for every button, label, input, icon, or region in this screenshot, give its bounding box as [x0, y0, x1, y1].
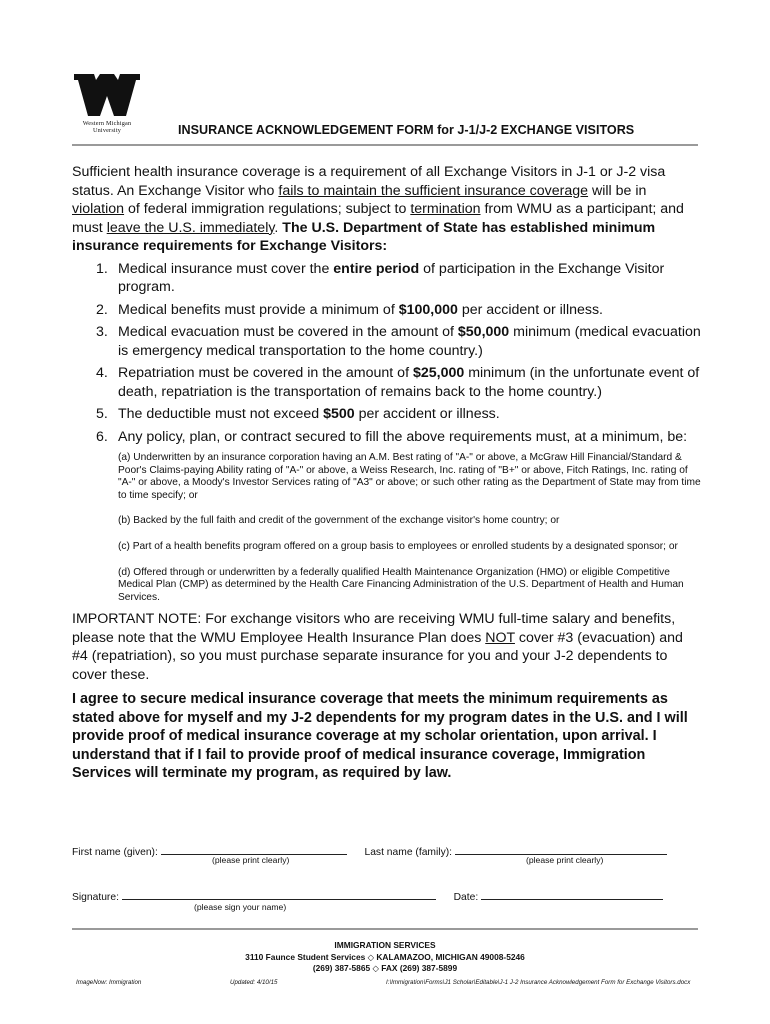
first-name-field[interactable]	[161, 844, 347, 855]
form-body	[72, 163, 702, 783]
footer-phone: (269) 387-5865 ◇ FAX (269) 387-5899	[312, 963, 458, 973]
form-title: INSURANCE ACKNOWLEDGEMENT FORM for J-1/J-2 EXCHANGE VISITORS	[178, 123, 635, 137]
requirement-item	[72, 428, 702, 447]
last-name-label: Last name (family):	[364, 847, 453, 858]
requirement-text: of participation in the Exchange Visitor program.	[118, 260, 665, 295]
requirement-number: 5.	[96, 406, 108, 422]
first-name-hint: (please print clearly)	[212, 855, 290, 865]
intro-text-1: Sufficient health insurance coverage is a requirement of all Exchange Visitors in J-1 or J-2 visa status. An Exchange Visitor who	[72, 164, 666, 199]
intro-underline-2: violation	[72, 201, 125, 217]
intro-text-3: of federal immigration regulations; subject to	[124, 201, 411, 217]
intro-paragraph	[72, 163, 702, 256]
title-divider	[72, 144, 698, 146]
intro-underline-3: termination	[410, 201, 481, 217]
intro-text-2: will be in	[588, 182, 647, 199]
meta-file-path: I:\Immigration\Forms\J1 Scholar\Editable\J-1 J-2 Insurance Acknowledgement Form for Exchange Visitors.docx	[386, 979, 691, 986]
intro-bold: The U.S. Department of State has established minimum insurance requirements for Exchange Visitors:	[72, 219, 656, 254]
minimum-criteria-list	[72, 452, 702, 604]
requirement-text: Medical benefits must provide a minimum of	[118, 301, 399, 318]
meta-imagenow: ImageNow: Immigration	[76, 979, 142, 986]
requirement-bold: $25,000	[412, 365, 465, 381]
signature-label: Signature:	[72, 892, 119, 903]
first-name-label: First name (given):	[72, 847, 158, 858]
intro-underline-1: fails to maintain the sufficient insurance coverage	[278, 182, 589, 199]
requirement-item	[72, 323, 702, 360]
footer-divider	[72, 928, 698, 930]
requirement-number: 2.	[96, 301, 108, 318]
requirement-text: The deductible must not exceed	[118, 406, 324, 422]
requirement-text: per accident or illness.	[354, 406, 500, 422]
meta-updated: Updated: 4/10/15	[230, 979, 278, 986]
last-name-hint: (please print clearly)	[526, 855, 604, 865]
requirement-number: 1.	[96, 260, 108, 277]
important-not: NOT	[485, 629, 515, 646]
requirement-item	[72, 405, 702, 424]
wmu-logo	[72, 72, 150, 134]
requirement-text: minimum (in the unfortunate event of death, repatriation is the transportation of remains back to the home country.)	[118, 365, 700, 400]
intro-text-5: .	[274, 219, 283, 236]
date-label: Date:	[453, 892, 479, 903]
requirement-number: 4.	[96, 365, 108, 381]
requirement-text: Medical insurance must cover the	[118, 260, 334, 277]
logo-university-line1: Western Michigan	[82, 120, 132, 127]
requirement-item	[72, 260, 702, 297]
requirement-text: Medical evacuation must be covered in the amount of	[118, 324, 458, 340]
requirement-item	[72, 301, 702, 320]
criteria-item-b: (b) Backed by the full faith and credit of the government of the exchange visitor's home country; or	[118, 515, 560, 527]
criteria-item-c: (c) Part of a health benefits program offered on a group basis to employees or enrolled students by a designated sponsor; or	[118, 540, 678, 552]
signature-hint: (please sign your name)	[194, 902, 287, 912]
requirement-text: minimum (medical evacuation is emergency medical transportation to the home country.)	[118, 324, 701, 359]
date-field[interactable]	[481, 889, 663, 900]
footer-office: IMMIGRATION SERVICES	[334, 940, 436, 950]
signature-field[interactable]	[122, 889, 436, 900]
agreement-statement: I agree to secure medical insurance coverage that meets the minimum requirements as stated above for myself and my J-2 dependents for my program dates in the U.S. and I will provide proof of medical insurance coverage at my scholar orientation, upon arrival. I understand that if I fail to provide proof of medical insurance coverage, Immigration Services will terminate my program, as required by law.	[72, 691, 688, 782]
requirement-number: 6.	[96, 428, 108, 445]
last-name-field[interactable]	[455, 844, 667, 855]
requirements-list	[72, 260, 702, 447]
requirement-item	[72, 364, 702, 401]
intro-text-4: from WMU as a participant; and must	[72, 201, 684, 236]
requirement-text: Any policy, plan, or contract secured to fill the above requirements must, at a minimum, be:	[118, 428, 688, 445]
wmu-w-mark	[72, 72, 142, 118]
important-text-1: IMPORTANT NOTE: For exchange visitors who are receiving WMU full-time salary and benefits, please note that the WMU Employee Health Insurance Plan does	[72, 611, 676, 646]
footer-address: 3110 Faunce Student Services ◇ KALAMAZOO, MICHIGAN 49008-5246	[245, 951, 525, 962]
criteria-item-a: (a) Underwritten by an insurance corporation having an A.M. Best rating of "A-" or above, a McGraw Hill Financial/Standard & Poor's Claims-paying Ability rating of "A-" or above, a Weiss Research, Inc. rating of "B+" or above, Fitch Ratings, Inc. rating of "A-" or above, a Moody's Investor Services rating of "A3" or above; or such other rating as the Department of State may from time to time specify; or	[118, 452, 701, 501]
requirement-text: Repatriation must be covered in the amount of	[118, 365, 413, 381]
requirement-bold: $500	[323, 406, 355, 422]
requirement-bold: $100,000	[398, 301, 458, 318]
important-text-2: cover #3 (evacuation) and #4 (repatriation), so you must purchase separate insurance for you and your J-2 dependents to cover these.	[72, 629, 683, 683]
requirement-text: per accident or illness.	[457, 301, 604, 318]
intro-underline-4: leave the U.S. immediately	[106, 219, 275, 236]
requirement-bold: entire period	[333, 260, 420, 277]
important-note	[72, 610, 702, 684]
signature-row	[72, 889, 663, 903]
requirement-number: 3.	[96, 324, 108, 340]
criteria-item-d: (d) Offered through or underwritten by a federally qualified Health Maintenance Organization (HMO) or eligible Competitive Medical Plan (CMP) as determined by the Health Care Financing Administration of the U.S. Department of Health and Human Services.	[118, 566, 684, 603]
footer	[72, 940, 698, 975]
logo-university-line2: University	[92, 127, 122, 134]
requirement-bold: $50,000	[457, 324, 510, 340]
